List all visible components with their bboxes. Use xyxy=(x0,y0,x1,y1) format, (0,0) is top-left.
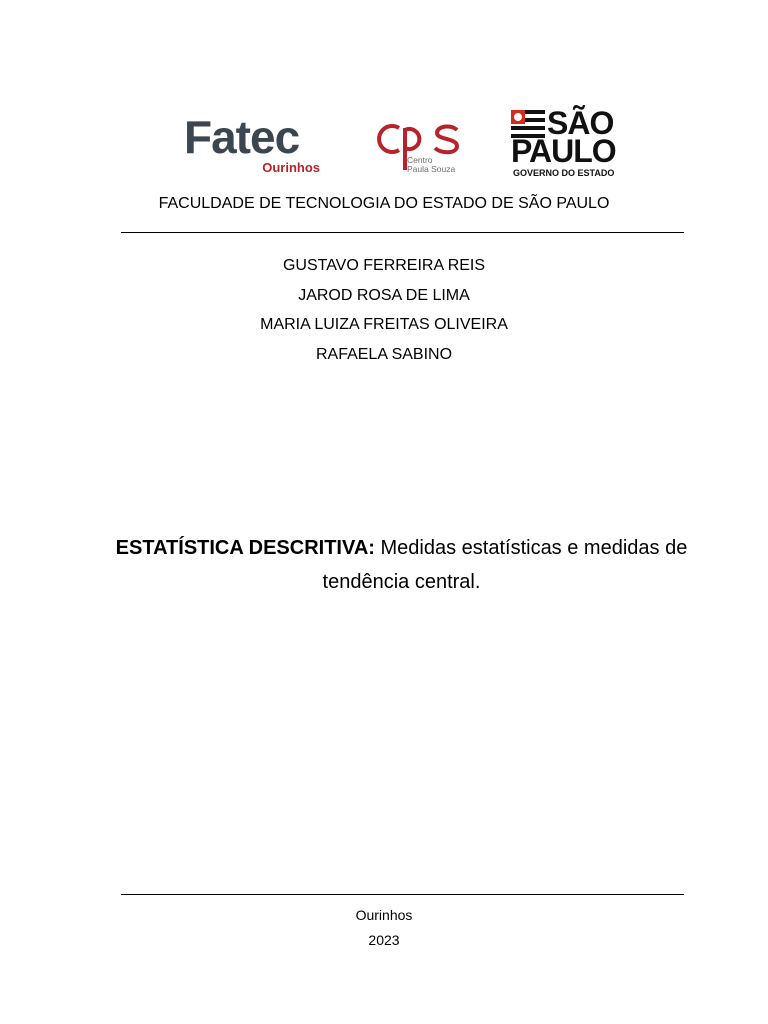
document-title xyxy=(100,531,703,599)
sao-paulo-government-logo xyxy=(511,105,631,180)
institution-name: FACULDADE DE TECNOLOGIA DO ESTADO DE SÃO PAULO xyxy=(158,195,610,212)
sao-paulo-logo-line2: PAULO xyxy=(511,133,616,169)
cps-logo-subtitle-line2: Paula Souza xyxy=(407,164,456,174)
fatec-logo-campus: Ourinhos xyxy=(262,160,320,175)
author-name: MARIA LUIZA FREITAS OLIVEIRA xyxy=(260,316,508,333)
author-name: RAFAELA SABINO xyxy=(315,345,453,363)
footer-divider xyxy=(121,894,684,895)
sao-paulo-logo-subtitle: GOVERNO DO ESTADO xyxy=(513,168,615,178)
logo-row xyxy=(0,104,768,182)
author-name: JAROD ROSA DE LIMA xyxy=(298,286,470,304)
author-list xyxy=(0,256,768,374)
author-name: GUSTAVO FERREIRA REIS xyxy=(282,257,486,274)
sao-paulo-logo-line1: SÃO xyxy=(547,105,614,141)
cps-logo-subtitle xyxy=(407,156,455,174)
footer-city: Ourinhos xyxy=(355,907,413,923)
cps-logo-subtitle-line1: Centro xyxy=(407,155,433,165)
header-divider xyxy=(121,232,684,233)
fatec-logo-word: Fatec xyxy=(184,111,300,163)
footer-year: 2023 xyxy=(368,932,400,948)
document-title-strong: ESTATÍSTICA DESCRITIVA: xyxy=(115,537,375,559)
document-title-subtitle: Medidas estatísticas e medidas de tendência central. xyxy=(322,537,688,593)
fatec-logo xyxy=(184,111,324,175)
centro-paula-souza-logo xyxy=(371,114,466,178)
